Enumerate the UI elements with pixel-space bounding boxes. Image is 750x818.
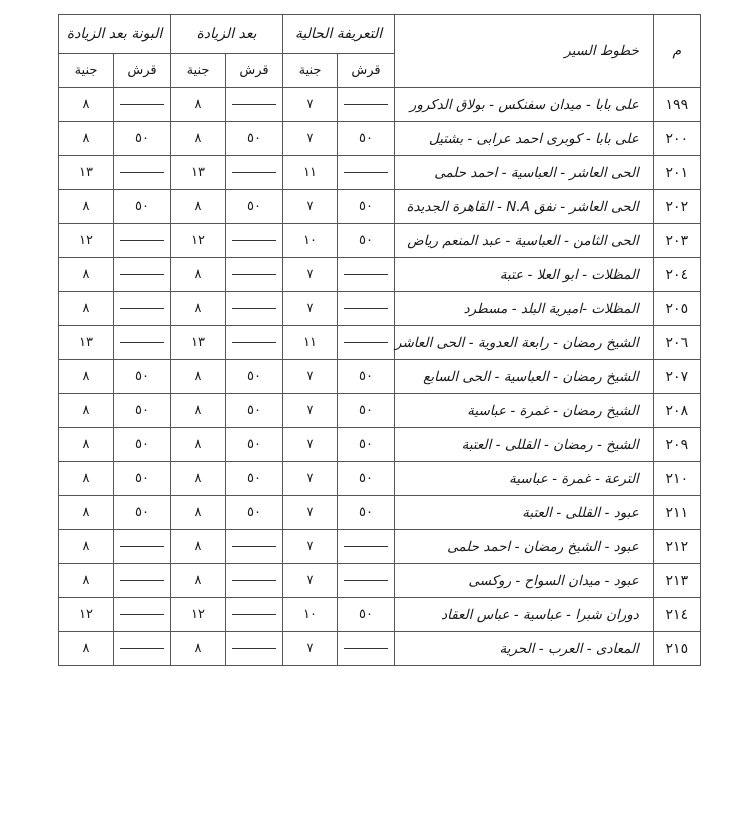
row-number-cell: ٢٠٥	[653, 292, 700, 326]
table-row	[59, 258, 701, 292]
route-text: الترعة - غمرة - عباسية	[508, 470, 639, 487]
after-pound-cell: ٨	[171, 564, 226, 598]
route-name-cell	[395, 394, 654, 428]
row-number-cell: ٢٠٩	[653, 428, 700, 462]
pass-qirsh-cell: ٥٠	[114, 428, 171, 462]
current-qirsh-cell	[338, 326, 395, 360]
pass-qirsh-cell: ٥٠	[114, 394, 171, 428]
route-name-cell	[395, 632, 654, 666]
route-name-cell	[395, 122, 654, 156]
route-name-cell	[395, 292, 654, 326]
table-row	[59, 360, 701, 394]
current-pound-cell: ٧	[283, 292, 338, 326]
current-qirsh-cell	[338, 632, 395, 666]
pass-qirsh-cell	[114, 564, 171, 598]
empty-dash	[344, 648, 388, 649]
row-number-cell: ٢١١	[653, 496, 700, 530]
after-pound-cell: ٨	[171, 122, 226, 156]
row-number-cell: ٢٠١	[653, 156, 700, 190]
pass-pound-cell: ١٣	[59, 156, 114, 190]
empty-dash	[232, 546, 276, 547]
after-increase-header: بعد الزيادة	[171, 15, 283, 54]
pass-qirsh-cell	[114, 632, 171, 666]
empty-dash	[120, 308, 164, 309]
after-pound-cell: ٨	[171, 190, 226, 224]
row-number-cell: ٢١٥	[653, 632, 700, 666]
after-qirsh-cell	[226, 258, 283, 292]
table-row	[59, 598, 701, 632]
empty-dash	[232, 172, 276, 173]
table-row	[59, 632, 701, 666]
current-qirsh-cell	[338, 156, 395, 190]
current-pound-cell: ٧	[283, 530, 338, 564]
row-number-cell: ٢٠٨	[653, 394, 700, 428]
empty-dash	[120, 546, 164, 547]
table-row	[59, 88, 701, 122]
after-qirsh-cell: ٥٠	[226, 394, 283, 428]
empty-dash	[120, 648, 164, 649]
current-qirsh-cell: ٥٠	[338, 496, 395, 530]
current-pound-cell: ٧	[283, 190, 338, 224]
route-name-cell	[395, 360, 654, 394]
route-text: على بابا - ميدان سفنكس - بولاق الدكرور	[409, 96, 639, 113]
route-column-header-label: خطوط السير	[564, 43, 639, 59]
pass-pound-cell: ٨	[59, 360, 114, 394]
pass-qirsh-cell: ٥٠	[114, 190, 171, 224]
current-qirsh-cell	[338, 292, 395, 326]
table-row	[59, 224, 701, 258]
row-number-cell: ٢٠٢	[653, 190, 700, 224]
current-pound-cell: ٧	[283, 496, 338, 530]
empty-dash	[232, 104, 276, 105]
current-qirsh-cell	[338, 88, 395, 122]
route-text: الحى العاشر - نفق N.A - القاهرة الجديدة	[406, 198, 639, 215]
after-qirsh-header: قرش	[226, 54, 283, 88]
pass-pound-cell: ٨	[59, 496, 114, 530]
route-text: عبود - الشيخ رمضان - احمد حلمى	[447, 538, 639, 555]
route-text: الحى العاشر - العباسية - احمد حلمى	[434, 164, 639, 181]
pass-pound-cell: ١٢	[59, 598, 114, 632]
route-name-cell	[395, 190, 654, 224]
after-qirsh-cell: ٥٠	[226, 122, 283, 156]
after-pound-cell: ٨	[171, 258, 226, 292]
route-text: الشيخ رمضان - غمرة - عباسية	[467, 402, 639, 419]
pass-qirsh-cell	[114, 224, 171, 258]
route-name-cell	[395, 88, 654, 122]
table-row	[59, 122, 701, 156]
pass-qirsh-cell	[114, 598, 171, 632]
route-name-cell	[395, 326, 654, 360]
pass-qirsh-cell	[114, 258, 171, 292]
row-number-cell: ١٩٩	[653, 88, 700, 122]
pass-qirsh-header: قرش	[114, 54, 171, 88]
table-row	[59, 190, 701, 224]
after-pound-header: جنية	[171, 54, 226, 88]
after-qirsh-cell	[226, 156, 283, 190]
empty-dash	[232, 614, 276, 615]
pass-pound-cell: ١٢	[59, 224, 114, 258]
empty-dash	[344, 308, 388, 309]
empty-dash	[344, 580, 388, 581]
current-qirsh-cell: ٥٠	[338, 190, 395, 224]
current-pound-header: جنية	[283, 54, 338, 88]
route-name-cell	[395, 496, 654, 530]
pass-pound-cell: ٨	[59, 632, 114, 666]
current-qirsh-cell: ٥٠	[338, 122, 395, 156]
pass-pound-cell: ٨	[59, 462, 114, 496]
current-pound-cell: ١٠	[283, 598, 338, 632]
empty-dash	[120, 580, 164, 581]
after-qirsh-cell	[226, 224, 283, 258]
pass-after-increase-header: البونة بعد الزيادة	[59, 15, 171, 54]
empty-dash	[344, 274, 388, 275]
row-number-cell: ٢٠٣	[653, 224, 700, 258]
route-text: المعادى - العرب - الحرية	[499, 640, 639, 657]
after-qirsh-cell: ٥٠	[226, 496, 283, 530]
route-name-cell	[395, 428, 654, 462]
row-number-cell: ٢٠٤	[653, 258, 700, 292]
route-name-cell	[395, 258, 654, 292]
empty-dash	[232, 240, 276, 241]
after-qirsh-cell	[226, 292, 283, 326]
pass-pound-cell: ٨	[59, 394, 114, 428]
empty-dash	[344, 342, 388, 343]
current-qirsh-cell: ٥٠	[338, 462, 395, 496]
pass-pound-cell: ٨	[59, 428, 114, 462]
after-qirsh-cell	[226, 326, 283, 360]
current-pound-cell: ٧	[283, 88, 338, 122]
after-qirsh-cell	[226, 564, 283, 598]
pass-qirsh-cell	[114, 88, 171, 122]
after-pound-cell: ٨	[171, 530, 226, 564]
current-pound-cell: ٧	[283, 360, 338, 394]
row-number-cell: ٢٠٧	[653, 360, 700, 394]
route-text: الشيخ رمضان - رابعة العدوية - الحى العاشر	[395, 334, 639, 351]
fare-table	[58, 14, 701, 666]
current-pound-cell: ٧	[283, 428, 338, 462]
empty-dash	[120, 104, 164, 105]
current-pound-cell: ٧	[283, 462, 338, 496]
route-text: الحى الثامن - العباسية - عبد المنعم رياض	[407, 232, 639, 249]
after-pound-cell: ٨	[171, 292, 226, 326]
current-qirsh-cell: ٥٠	[338, 428, 395, 462]
after-pound-cell: ٨	[171, 496, 226, 530]
pass-pound-header: جنية	[59, 54, 114, 88]
empty-dash	[232, 308, 276, 309]
empty-dash	[232, 580, 276, 581]
empty-dash	[120, 172, 164, 173]
row-number-cell: ٢١٤	[653, 598, 700, 632]
current-pound-cell: ١٠	[283, 224, 338, 258]
route-column-header	[395, 15, 654, 88]
after-pound-cell: ٨	[171, 88, 226, 122]
after-qirsh-cell	[226, 88, 283, 122]
route-text: الشيخ - رمضان - القللى - العتبة	[461, 436, 639, 453]
pass-qirsh-cell: ٥٠	[114, 360, 171, 394]
route-name-cell	[395, 224, 654, 258]
current-qirsh-cell	[338, 530, 395, 564]
after-qirsh-cell: ٥٠	[226, 462, 283, 496]
route-name-cell	[395, 564, 654, 598]
table-row	[59, 428, 701, 462]
after-qirsh-cell	[226, 530, 283, 564]
after-qirsh-cell	[226, 598, 283, 632]
after-pound-cell: ٨	[171, 360, 226, 394]
route-text: دوران شبرا - عباسية - عباس العقاد	[441, 606, 639, 623]
pass-qirsh-cell	[114, 156, 171, 190]
current-qirsh-cell: ٥٠	[338, 224, 395, 258]
current-qirsh-header: قرش	[338, 54, 395, 88]
after-pound-cell: ١٣	[171, 326, 226, 360]
table-row	[59, 326, 701, 360]
route-text: الشيخ رمضان - العباسية - الحى السابع	[423, 368, 639, 385]
row-number-cell: ٢٠٠	[653, 122, 700, 156]
pass-pound-cell: ٨	[59, 564, 114, 598]
current-fare-header: التعريفة الحالية	[283, 15, 395, 54]
pass-qirsh-cell: ٥٠	[114, 122, 171, 156]
header-row-groups	[59, 15, 701, 54]
pass-pound-cell: ٨	[59, 258, 114, 292]
table-row	[59, 530, 701, 564]
empty-dash	[120, 274, 164, 275]
current-pound-cell: ٧	[283, 394, 338, 428]
table-row	[59, 564, 701, 598]
current-qirsh-cell: ٥٠	[338, 394, 395, 428]
pass-pound-cell: ٨	[59, 88, 114, 122]
after-pound-cell: ٨	[171, 462, 226, 496]
pass-pound-cell: ٨	[59, 530, 114, 564]
route-text: عبود - القللى - العتبة	[522, 504, 639, 521]
number-column-header: م	[653, 15, 700, 88]
empty-dash	[120, 240, 164, 241]
after-qirsh-cell: ٥٠	[226, 428, 283, 462]
route-text: عبود - ميدان السواح - روكسى	[468, 572, 639, 589]
empty-dash	[344, 172, 388, 173]
pass-qirsh-cell: ٥٠	[114, 496, 171, 530]
current-qirsh-cell: ٥٠	[338, 360, 395, 394]
pass-pound-cell: ٨	[59, 190, 114, 224]
pass-qirsh-cell	[114, 292, 171, 326]
pass-qirsh-cell	[114, 326, 171, 360]
route-text: المظلات - ابو العلا - عتبة	[499, 266, 639, 283]
row-number-cell: ٢١٣	[653, 564, 700, 598]
empty-dash	[232, 648, 276, 649]
table-row	[59, 394, 701, 428]
row-number-cell: ٢١٢	[653, 530, 700, 564]
pass-qirsh-cell: ٥٠	[114, 462, 171, 496]
route-name-cell	[395, 530, 654, 564]
table-row	[59, 462, 701, 496]
empty-dash	[344, 104, 388, 105]
current-qirsh-cell: ٥٠	[338, 598, 395, 632]
pass-pound-cell: ٨	[59, 292, 114, 326]
pass-pound-cell: ١٣	[59, 326, 114, 360]
table-row	[59, 292, 701, 326]
route-name-cell	[395, 598, 654, 632]
after-pound-cell: ٨	[171, 632, 226, 666]
empty-dash	[232, 274, 276, 275]
current-qirsh-cell	[338, 258, 395, 292]
after-qirsh-cell: ٥٠	[226, 190, 283, 224]
after-pound-cell: ٨	[171, 394, 226, 428]
route-name-cell	[395, 462, 654, 496]
current-pound-cell: ١١	[283, 156, 338, 190]
row-number-cell: ٢١٠	[653, 462, 700, 496]
fare-table-body	[59, 88, 701, 666]
current-qirsh-cell	[338, 564, 395, 598]
after-pound-cell: ٨	[171, 428, 226, 462]
empty-dash	[120, 342, 164, 343]
table-row	[59, 496, 701, 530]
after-pound-cell: ١٢	[171, 224, 226, 258]
current-pound-cell: ٧	[283, 632, 338, 666]
row-number-cell: ٢٠٦	[653, 326, 700, 360]
current-pound-cell: ٧	[283, 564, 338, 598]
current-pound-cell: ٧	[283, 258, 338, 292]
empty-dash	[344, 546, 388, 547]
current-pound-cell: ٧	[283, 122, 338, 156]
after-pound-cell: ١٢	[171, 598, 226, 632]
route-text: على بابا - كوبرى احمد عرابى - بشتيل	[428, 130, 639, 147]
table-row	[59, 156, 701, 190]
pass-pound-cell: ٨	[59, 122, 114, 156]
after-qirsh-cell	[226, 632, 283, 666]
empty-dash	[120, 614, 164, 615]
empty-dash	[232, 342, 276, 343]
pass-qirsh-cell	[114, 530, 171, 564]
route-name-cell	[395, 156, 654, 190]
route-text: المظلات -اميرية البلد - مسطرد	[463, 300, 639, 317]
current-pound-cell: ١١	[283, 326, 338, 360]
after-pound-cell: ١٣	[171, 156, 226, 190]
after-qirsh-cell: ٥٠	[226, 360, 283, 394]
